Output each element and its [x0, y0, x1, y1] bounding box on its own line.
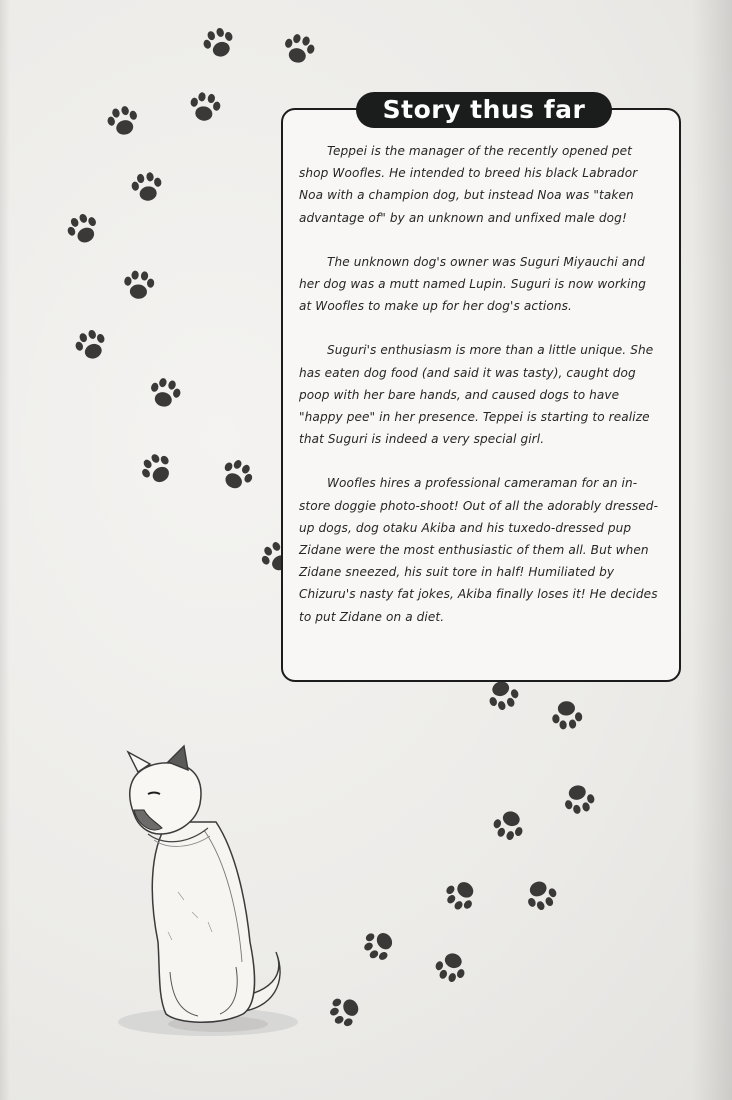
spine-shadow [692, 0, 732, 1100]
paw-print-icon [183, 85, 227, 129]
story-paragraph: Suguri's enthusiasm is more than a little unique. She has eaten dog food (and said it was tasty), caught dog poop with her bare hands, and caused dogs to have "happy pee" in her presence. Teppei is starting to realize that Suguri is indeed a very special girl. [299, 343, 654, 447]
story-paragraph: Teppei is the manager of the recently opened pet shop Woofles. He intended to breed his black Labrador Noa with a champion dog, but instead Noa was "taken advantage of" by an unknown and unfixed male dog! [299, 144, 638, 225]
story-summary-box [281, 108, 681, 682]
paw-print-icon [125, 165, 169, 209]
paw-print-icon [546, 694, 587, 735]
sitting-dog-icon [108, 742, 298, 1042]
page-edge-shadow [0, 0, 10, 1100]
story-paragraph: The unknown dog's owner was Suguri Miyauchi and her dog was a mutt named Lupin. Suguri is now working at Woofles to make up for her dog's actions. [299, 254, 647, 314]
story-paragraph: Woofles hires a professional cameraman for an in-store doggie photo-shoot! Out of all the adorably dressed-up dogs, dog otaku Akiba and his tuxedo-dressed pup Zidane were the most enthusiastic of them all. But when Zidane sneezed, his suit tore in half! Humiliated by Chizuru's nasty fat jokes, Akiba finally loses it! He decides to put Zidane on a diet. [299, 476, 659, 624]
page-title: Story thus far [356, 92, 612, 128]
paw-print-icon [118, 264, 159, 305]
